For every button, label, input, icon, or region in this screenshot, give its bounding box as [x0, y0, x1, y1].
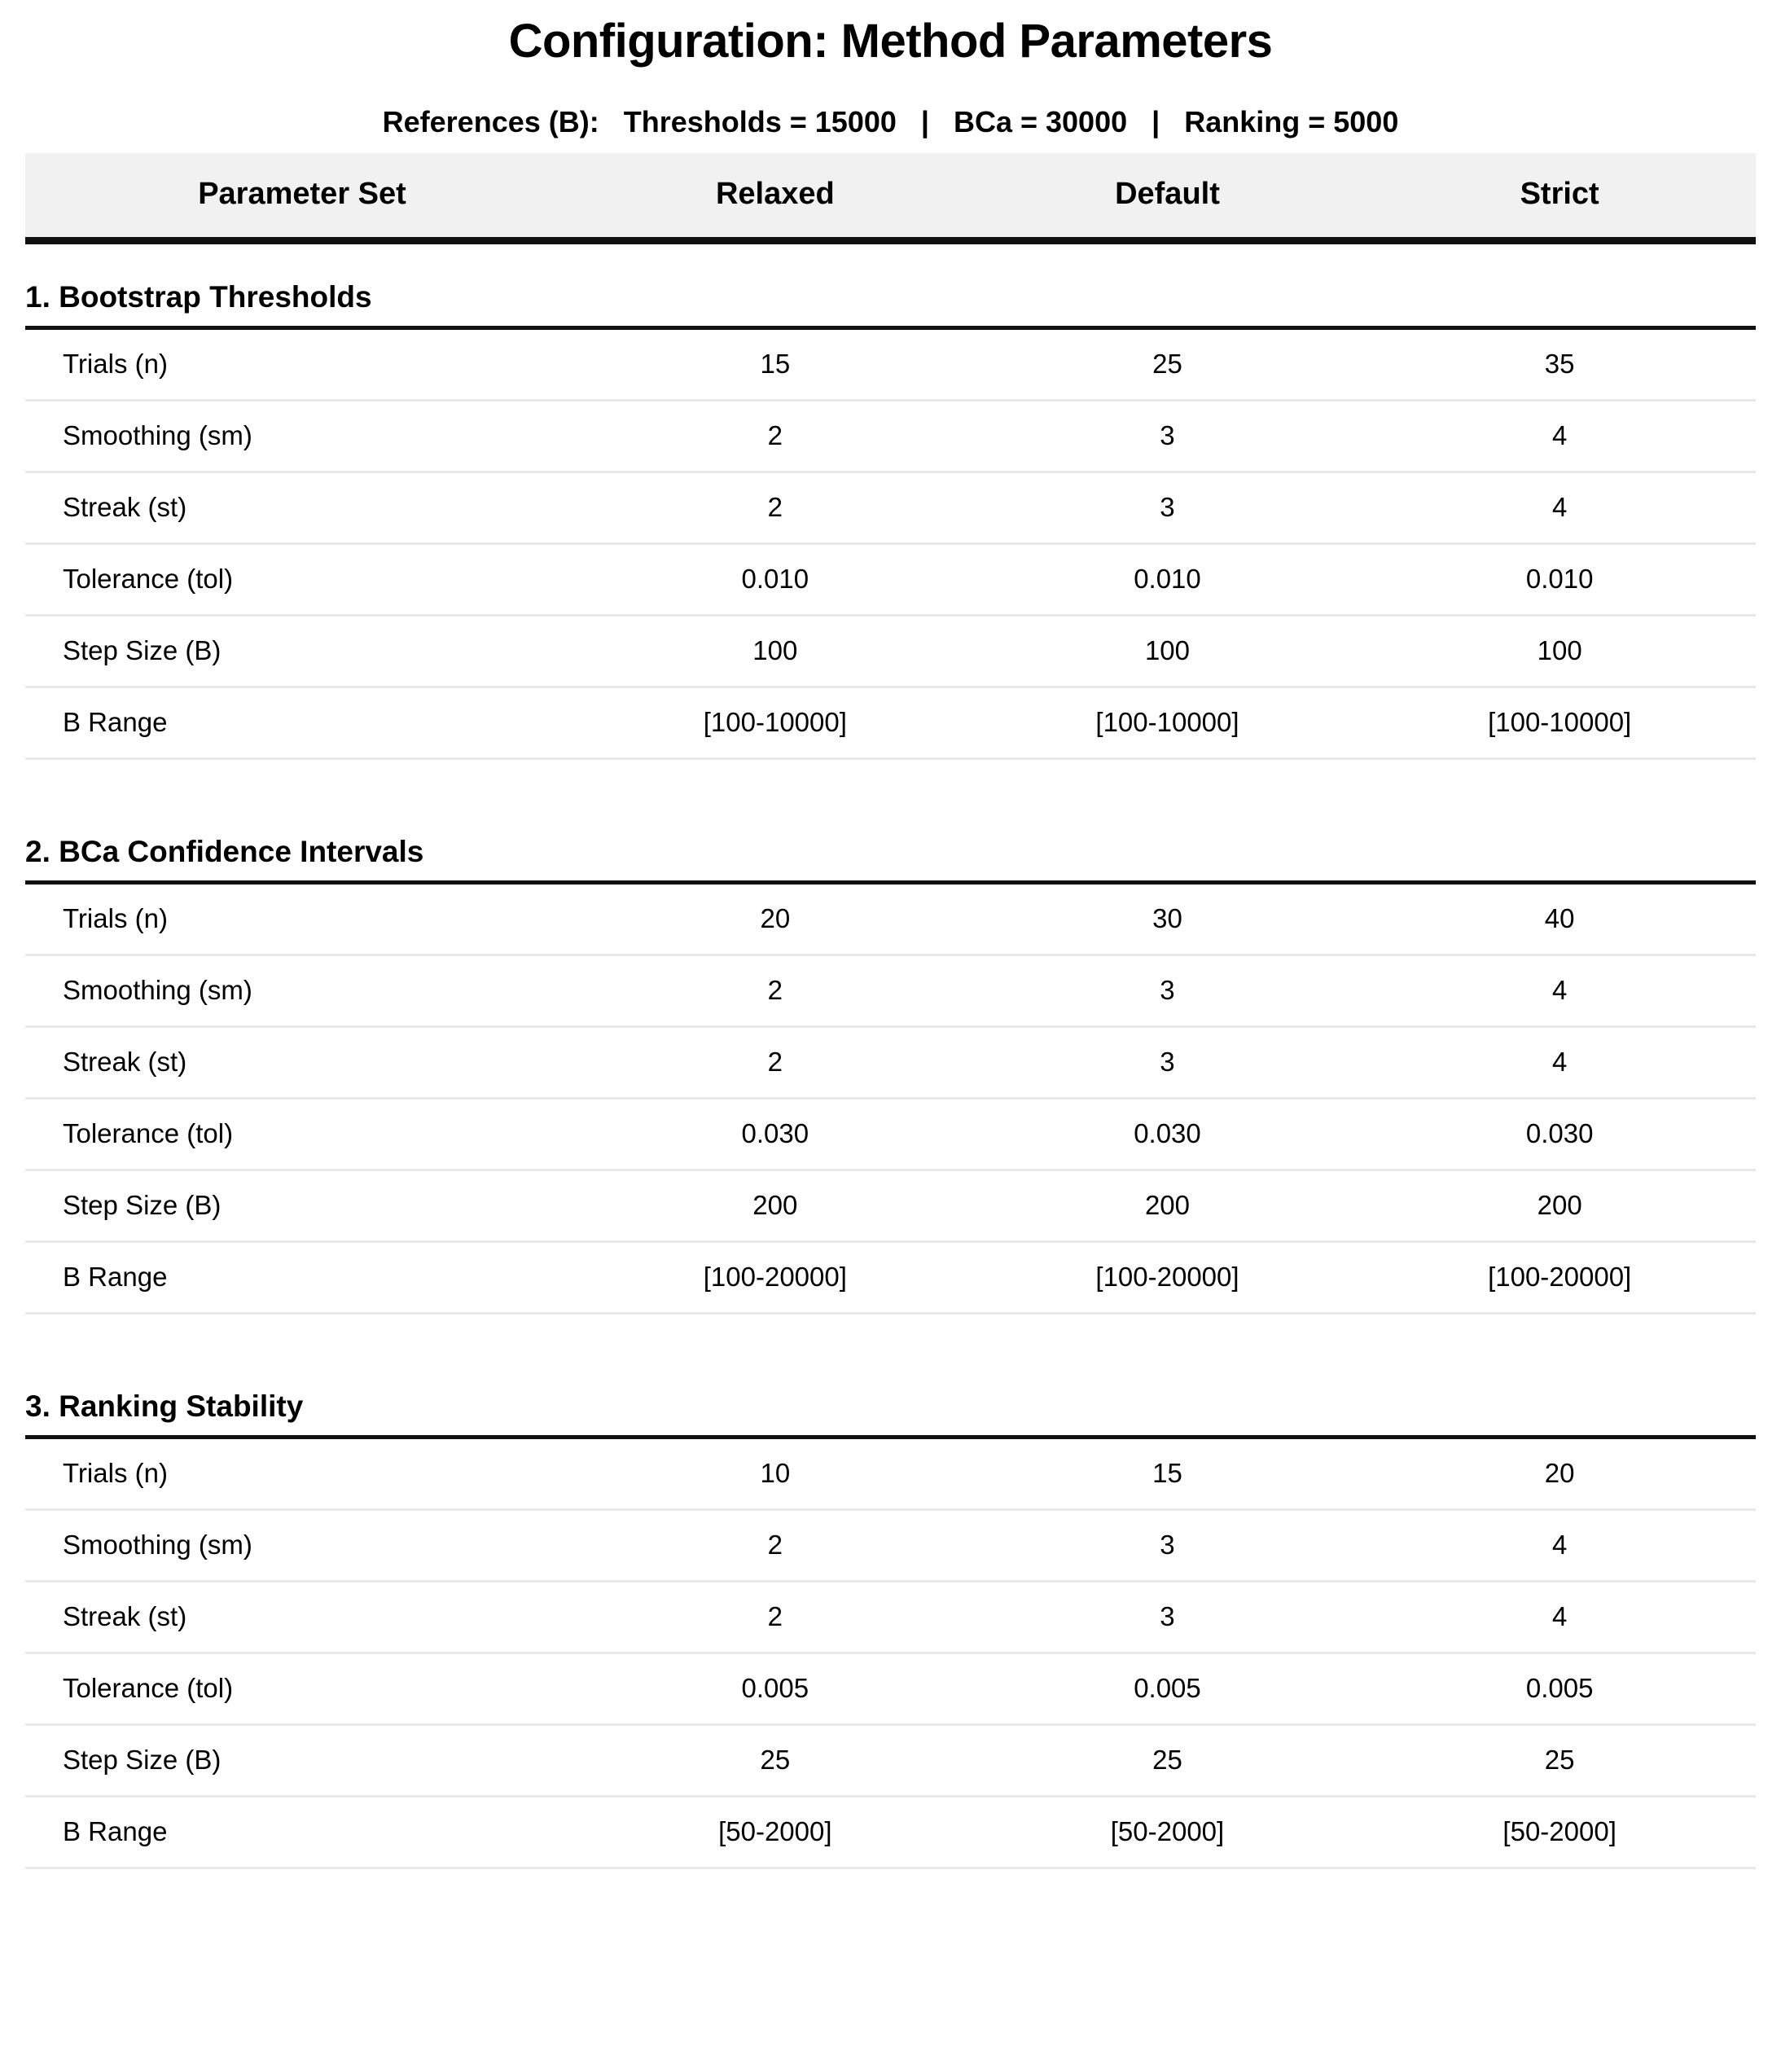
value-default: [100-20000] [972, 1242, 1364, 1314]
section-gap [25, 759, 1756, 821]
section-header-row [25, 1375, 1756, 1438]
parameter-label: B Range [25, 687, 579, 759]
value-strict: 0.030 [1363, 1099, 1756, 1170]
parameter-label: B Range [25, 1242, 579, 1314]
parameter-label: Step Size (B) [25, 616, 579, 687]
section-title: 1. Bootstrap Thresholds [25, 266, 1756, 328]
value-strict: 4 [1363, 472, 1756, 544]
value-strict: 40 [1363, 883, 1756, 955]
table-row [25, 687, 1756, 759]
parameter-label: Step Size (B) [25, 1725, 579, 1797]
table-row [25, 401, 1756, 472]
column-header-strict: Strict [1363, 153, 1756, 241]
table-row [25, 1438, 1756, 1510]
value-default: [100-10000] [972, 687, 1364, 759]
parameter-label: Tolerance (tol) [25, 1653, 579, 1725]
column-header-default: Default [972, 153, 1364, 241]
table-row [25, 472, 1756, 544]
spacer-cell [25, 241, 1756, 266]
value-relaxed: 0.030 [579, 1099, 972, 1170]
value-default: 3 [972, 472, 1364, 544]
table-row [25, 1099, 1756, 1170]
value-strict: 4 [1363, 1582, 1756, 1653]
section-gap-cell [25, 1314, 1756, 1376]
value-default: 100 [972, 616, 1364, 687]
value-strict: 20 [1363, 1438, 1756, 1510]
value-strict: 200 [1363, 1170, 1756, 1242]
table-row [25, 1027, 1756, 1099]
value-default: 0.030 [972, 1099, 1364, 1170]
value-relaxed: 100 [579, 616, 972, 687]
table-row [25, 1242, 1756, 1314]
value-relaxed: 2 [579, 1582, 972, 1653]
value-strict: 4 [1363, 1510, 1756, 1582]
table-head [25, 153, 1756, 241]
parameter-label: Streak (st) [25, 1027, 579, 1099]
value-relaxed: 2 [579, 472, 972, 544]
table-row [25, 328, 1756, 401]
value-relaxed: 10 [579, 1438, 972, 1510]
value-default: 0.010 [972, 544, 1364, 616]
references-subtitle: References (B): Thresholds = 15000 | BCa = 30000 | Ranking = 5000 [382, 105, 1399, 138]
value-strict: [100-10000] [1363, 687, 1756, 759]
parameter-label: Tolerance (tol) [25, 544, 579, 616]
value-strict: 25 [1363, 1725, 1756, 1797]
value-relaxed: 15 [579, 328, 972, 401]
value-default: 3 [972, 1027, 1364, 1099]
value-strict: 35 [1363, 328, 1756, 401]
parameter-label: Trials (n) [25, 328, 579, 401]
table-row [25, 1170, 1756, 1242]
value-strict: 0.005 [1363, 1653, 1756, 1725]
parameter-label: Streak (st) [25, 1582, 579, 1653]
row-spacer [25, 241, 1756, 266]
value-default: 25 [972, 1725, 1364, 1797]
value-relaxed: 2 [579, 1027, 972, 1099]
parameter-label: Tolerance (tol) [25, 1099, 579, 1170]
value-default: 3 [972, 1510, 1364, 1582]
method-parameters-table [25, 153, 1756, 1869]
table-row [25, 1510, 1756, 1582]
value-default: 200 [972, 1170, 1364, 1242]
value-default: 3 [972, 1582, 1364, 1653]
table-row [25, 1725, 1756, 1797]
section-gap [25, 1314, 1756, 1376]
value-relaxed: 200 [579, 1170, 972, 1242]
value-strict: 100 [1363, 616, 1756, 687]
value-relaxed: 2 [579, 1510, 972, 1582]
parameter-label: Smoothing (sm) [25, 1510, 579, 1582]
value-strict: 4 [1363, 1027, 1756, 1099]
value-strict: 0.010 [1363, 544, 1756, 616]
value-relaxed: 20 [579, 883, 972, 955]
value-strict: 4 [1363, 955, 1756, 1027]
parameter-label: Smoothing (sm) [25, 955, 579, 1027]
value-default: 25 [972, 328, 1364, 401]
table-row [25, 883, 1756, 955]
section-title: 2. BCa Confidence Intervals [25, 820, 1756, 883]
section-gap-cell [25, 759, 1756, 821]
table-row [25, 955, 1756, 1027]
value-default: 30 [972, 883, 1364, 955]
page-title: Configuration: Method Parameters [508, 15, 1273, 68]
value-default: 15 [972, 1438, 1364, 1510]
value-strict: 4 [1363, 401, 1756, 472]
column-header-parameter-set: Parameter Set [25, 153, 579, 241]
section-title: 3. Ranking Stability [25, 1375, 1756, 1438]
section-header-row [25, 266, 1756, 328]
table-header-row [25, 153, 1756, 241]
value-default: 3 [972, 401, 1364, 472]
value-relaxed: 2 [579, 401, 972, 472]
parameter-label: Trials (n) [25, 1438, 579, 1510]
table-row [25, 1797, 1756, 1868]
value-relaxed: 2 [579, 955, 972, 1027]
value-relaxed: [50-2000] [579, 1797, 972, 1868]
parameter-label: Trials (n) [25, 883, 579, 955]
value-default: 3 [972, 955, 1364, 1027]
parameter-label: Smoothing (sm) [25, 401, 579, 472]
value-strict: [50-2000] [1363, 1797, 1756, 1868]
table-row [25, 544, 1756, 616]
table-row [25, 616, 1756, 687]
table-row [25, 1653, 1756, 1725]
parameter-label: Streak (st) [25, 472, 579, 544]
value-default: 0.005 [972, 1653, 1364, 1725]
table-row [25, 1582, 1756, 1653]
value-relaxed: 0.010 [579, 544, 972, 616]
value-relaxed: 0.005 [579, 1653, 972, 1725]
value-default: [50-2000] [972, 1797, 1364, 1868]
value-relaxed: [100-10000] [579, 687, 972, 759]
table-body [25, 241, 1756, 1868]
value-relaxed: 25 [579, 1725, 972, 1797]
section-header-row [25, 820, 1756, 883]
column-header-relaxed: Relaxed [579, 153, 972, 241]
parameter-label: B Range [25, 1797, 579, 1868]
parameter-label: Step Size (B) [25, 1170, 579, 1242]
value-relaxed: [100-20000] [579, 1242, 972, 1314]
value-strict: [100-20000] [1363, 1242, 1756, 1314]
